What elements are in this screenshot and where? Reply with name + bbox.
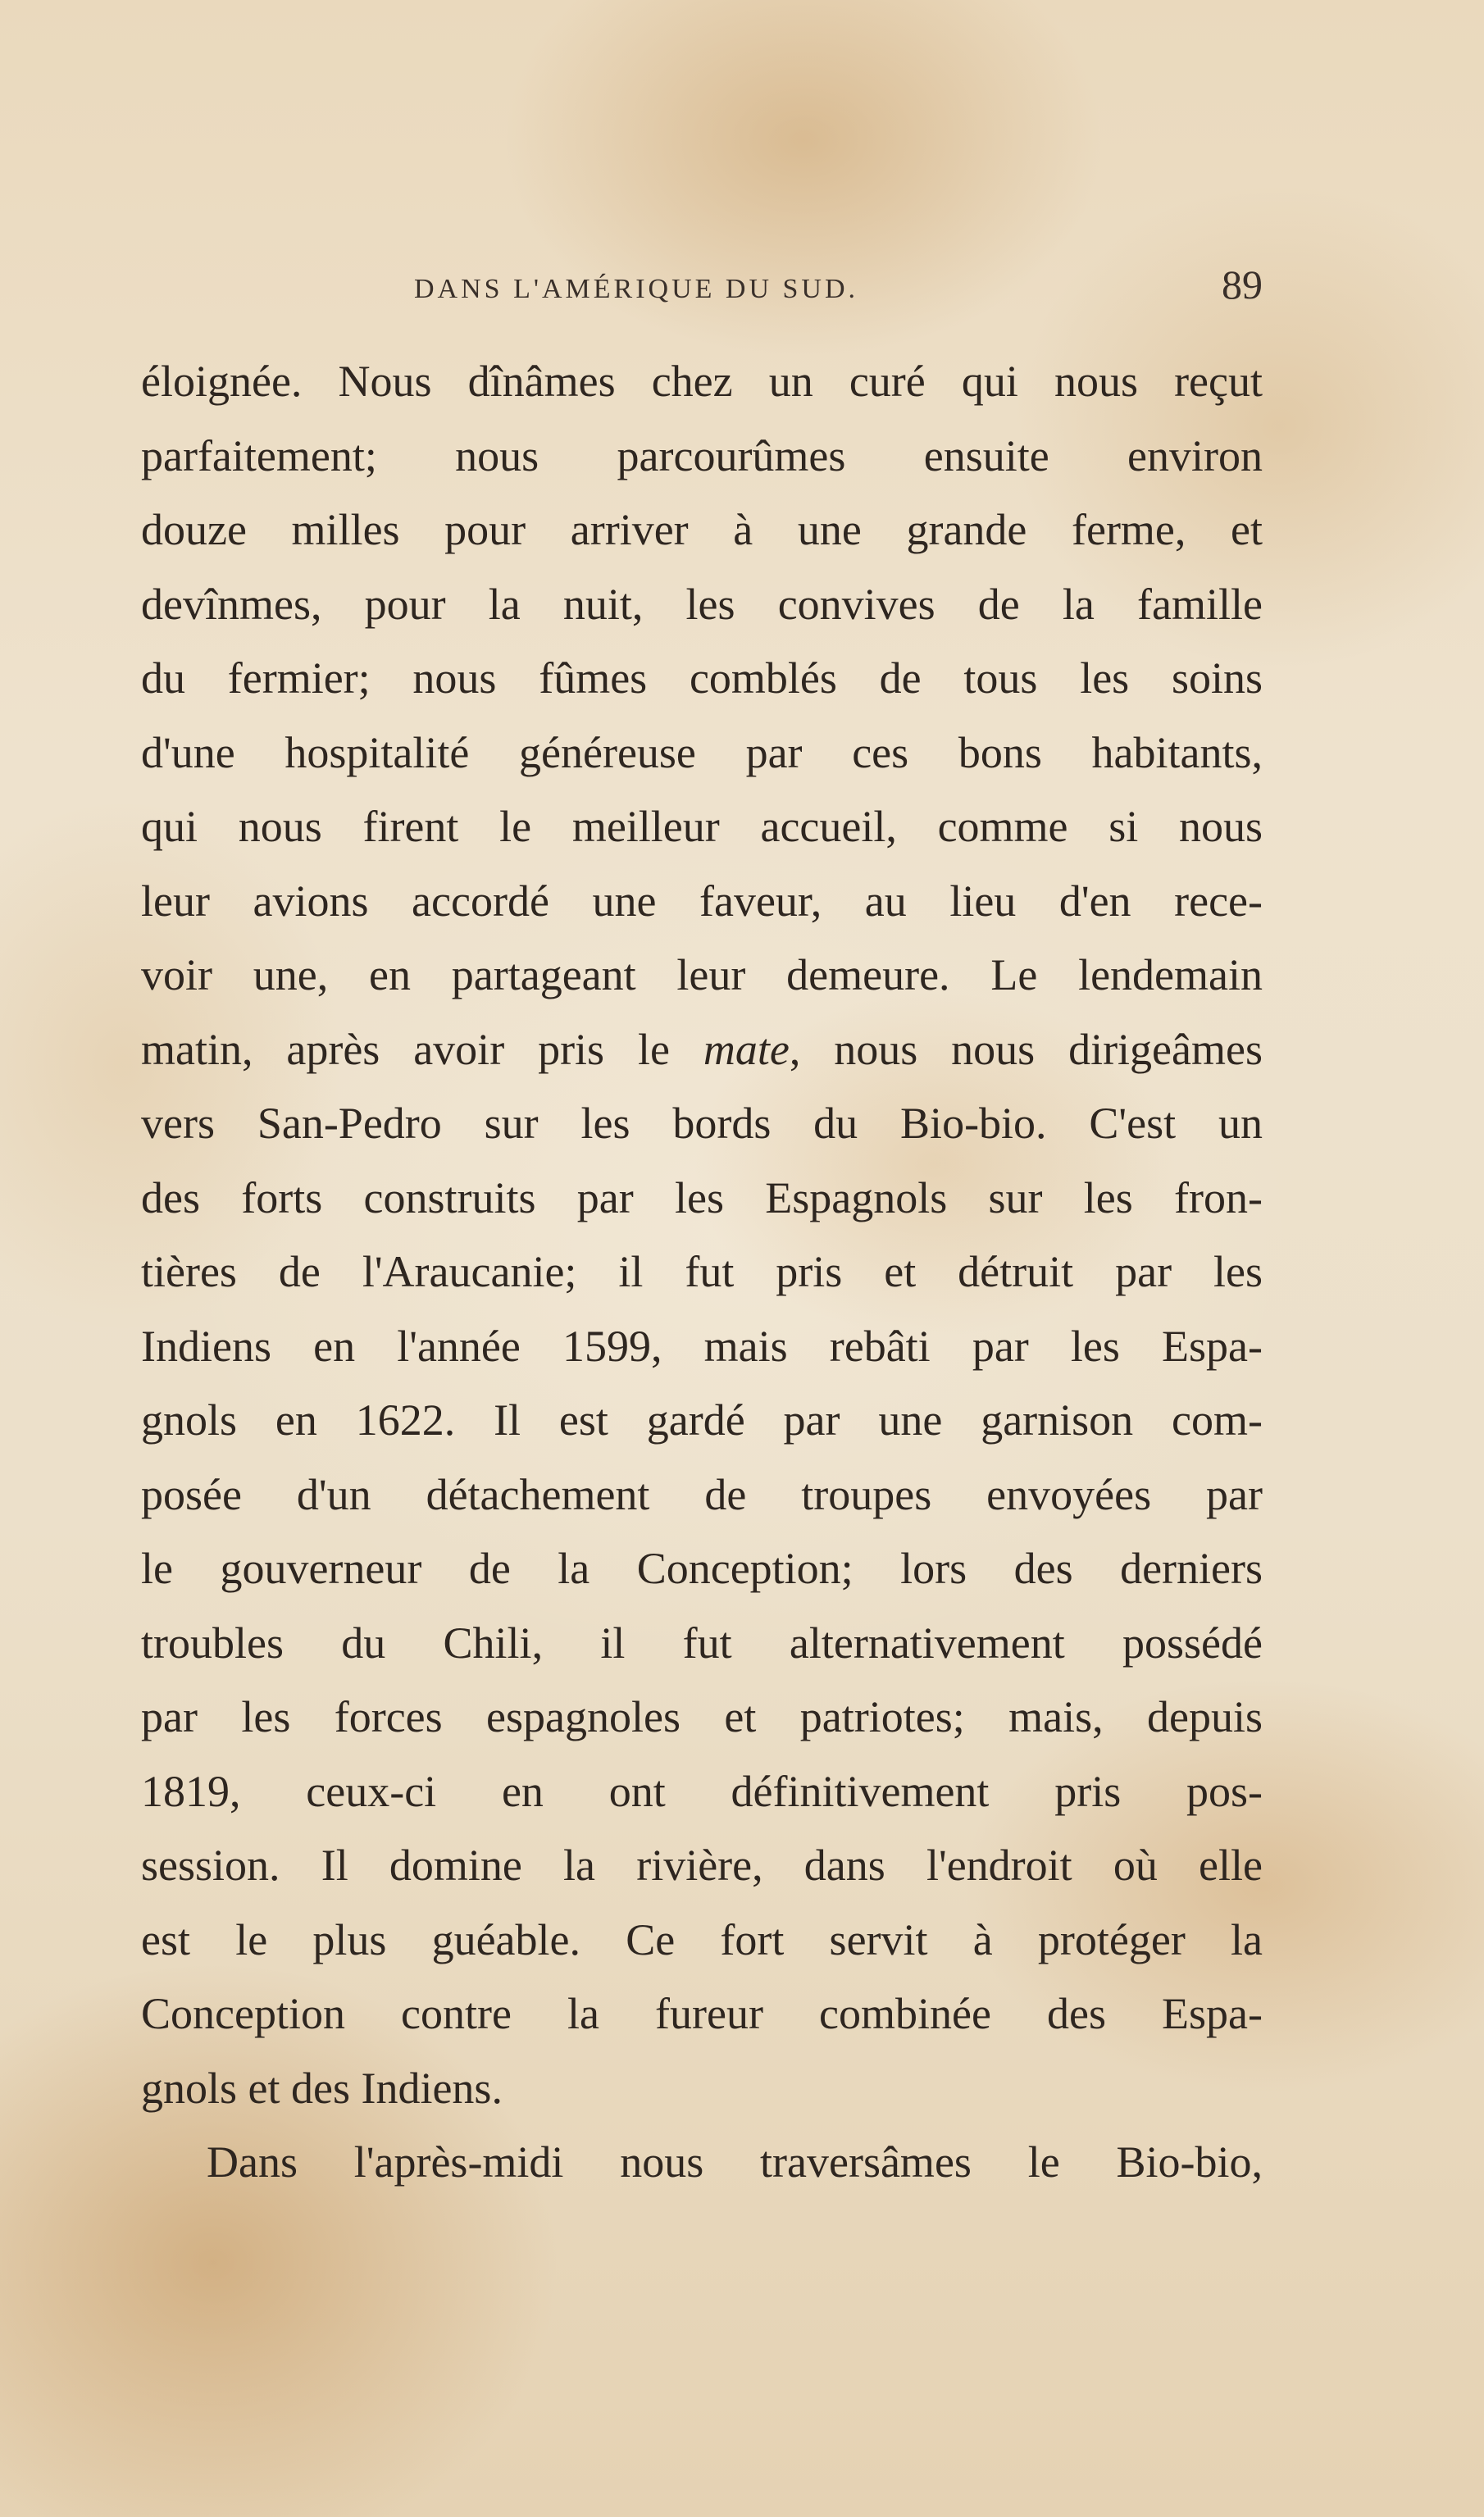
paragraph-end-line: gnols et des Indiens. <box>141 2063 503 2113</box>
text-line: leur avions accordé une faveur, au lieu d'en rece- <box>141 876 1263 926</box>
text-segment: matin, après avoir pris le <box>141 1024 703 1074</box>
text-line-with-italic <box>141 1013 1263 1087</box>
text-line: douze milles pour arriver à une grande ferme, et <box>141 505 1263 554</box>
text-line: session. Il domine la rivière, dans l'endroit où elle <box>141 1841 1263 1890</box>
text-line: devînmes, pour la nuit, les convives de la famille <box>141 579 1263 629</box>
text-line: éloignée. Nous dînâmes chez un curé qui nous reçut <box>141 357 1263 406</box>
paragraph-start-line: Dans l'après-midi nous traversâmes le Bio-bio, <box>207 2137 1263 2187</box>
text-line: vers San-Pedro sur les bords du Bio-bio. C'est un <box>141 1099 1263 1148</box>
text-line: des forts construits par les Espagnols sur les fron- <box>141 1172 1263 1222</box>
text-line: voir une, en partageant leur demeure. Le lendemain <box>141 950 1263 999</box>
text-line: posée d'un détachement de troupes envoyées par <box>141 1469 1263 1519</box>
text-line: troubles du Chili, il fut alternativement possédé <box>141 1618 1263 1668</box>
italic-word: mate <box>703 1024 790 1074</box>
page-number: 89 <box>1222 262 1263 307</box>
text-line: le gouverneur de la Conception; lors des derniers <box>141 1544 1263 1593</box>
running-head: DANS L'AMÉRIQUE DU SUD. <box>414 274 859 304</box>
text-line: qui nous firent le meilleur accueil, comme si nous <box>141 802 1263 851</box>
text-line: Conception contre la fureur combinée des Espa- <box>141 1989 1263 2038</box>
text-line: par les forces espagnoles et patriotes; mais, depuis <box>141 1692 1263 1741</box>
body-text <box>141 344 1263 2200</box>
page-header <box>143 261 1263 326</box>
text-segment: , nous nous dirigeâmes <box>789 1024 1263 1074</box>
text-line: d'une hospitalité généreuse par ces bons habitants, <box>141 727 1263 777</box>
text-line: est le plus guéable. Ce fort servit à protéger la <box>141 1914 1263 1964</box>
text-line: gnols en 1622. Il est gardé par une garnison com- <box>141 1395 1263 1445</box>
text-line: tières de l'Araucanie; il fut pris et détruit par les <box>141 1247 1263 1296</box>
text-line: 1819, ceux-ci en ont définitivement pris pos- <box>141 1766 1263 1816</box>
text-line: Indiens en l'année 1599, mais rebâti par les Espa- <box>141 1321 1263 1371</box>
text-line: parfaitement; nous parcourûmes ensuite environ <box>141 430 1263 480</box>
text-line: du fermier; nous fûmes comblés de tous les soins <box>141 653 1263 703</box>
